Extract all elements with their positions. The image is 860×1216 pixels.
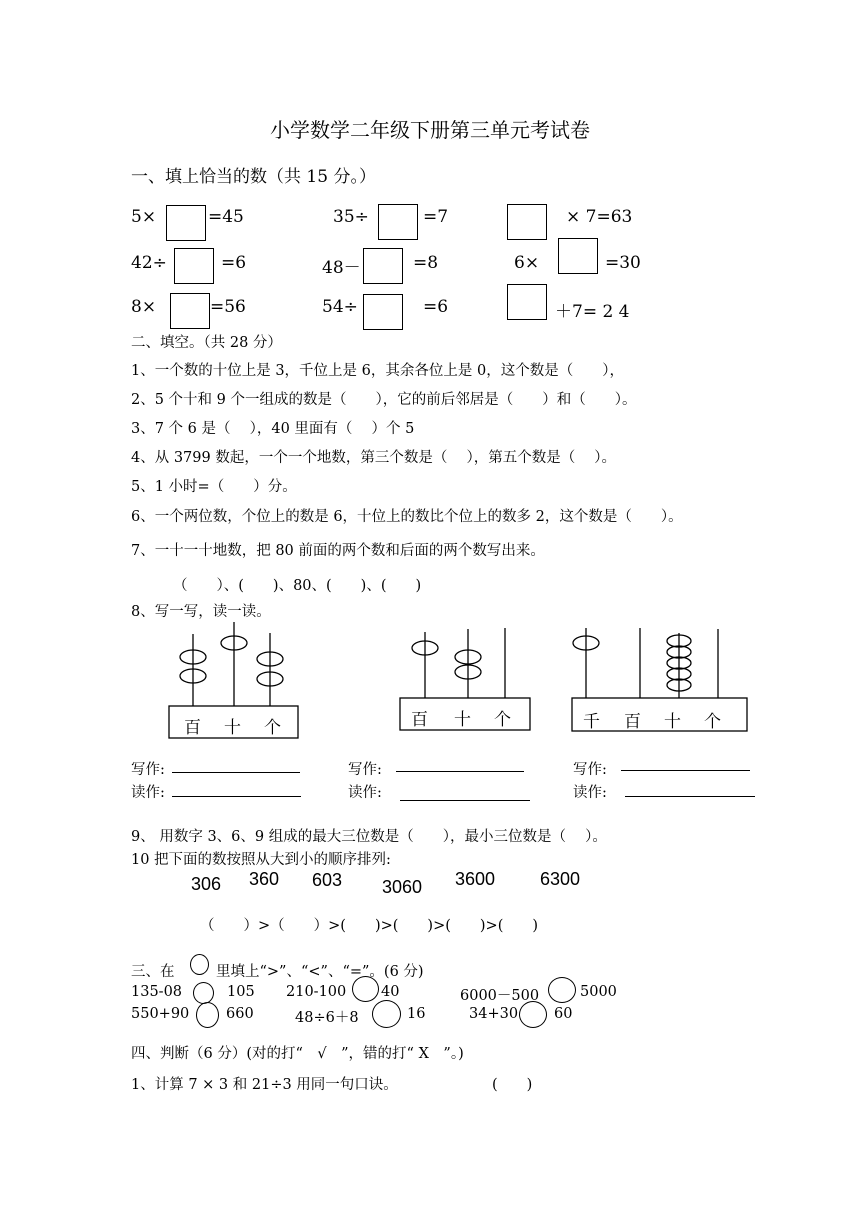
number-item: 360: [249, 869, 280, 889]
page-title: 小学数学二年级下册第三单元考试卷: [270, 118, 590, 142]
s1-r1-b-right: =7: [423, 207, 449, 227]
abacus3-label-ones: 个: [704, 712, 721, 732]
bead: [180, 669, 206, 683]
answer-box[interactable]: [174, 248, 214, 284]
question-4: 4、从 3799 数起，一个一个地数，第三个数是（ ），第五个数是（ ）。: [131, 450, 617, 466]
abacus3-label-tens: 十: [664, 712, 681, 732]
question-6: 6、一个两位数，个位上的数是 6，十位上的数比个位上的数多 2，这个数是（ ）。: [131, 509, 683, 525]
compare-left: 210-100: [286, 984, 347, 1000]
abacus1-label-hundreds: 百: [184, 718, 201, 738]
question-8: 8、写一写，读一读。: [131, 604, 271, 620]
abacus3-label-thousands: 千: [583, 712, 600, 732]
abacus2-label-tens: 十: [454, 710, 471, 730]
compare-right: 40: [381, 984, 400, 1000]
bead: [667, 679, 691, 691]
section3-heading-b: 里填上“>”、“<”、“=”。(6 分): [216, 964, 424, 980]
bead: [180, 650, 206, 664]
abacus1-label-ones: 个: [264, 718, 281, 738]
abacus2-label-hundreds: 百: [411, 710, 428, 730]
s1-r1-a-left: 5×: [131, 207, 157, 227]
compare-right: 660: [226, 1006, 254, 1022]
s1-r3-a-right: =56: [210, 297, 246, 317]
compare-left: 34+30: [469, 1006, 519, 1022]
read-answer-line[interactable]: [400, 800, 530, 801]
section3-heading-a: 三、在: [131, 964, 175, 980]
compare-left: 135-08: [131, 984, 183, 1000]
bead: [221, 636, 247, 650]
number-item: 6300: [540, 869, 581, 889]
bead: [455, 650, 481, 664]
answer-box[interactable]: [170, 293, 210, 329]
write-label: 写作:: [131, 762, 165, 778]
question-5: 5、1 小时=（ ）分。: [131, 479, 297, 495]
question-2: 2、5 个十和 9 个一组成的数是（ ），它的前后邻居是（ ）和（ ）。: [131, 392, 637, 408]
s1-r2-a-right: =6: [221, 253, 247, 273]
s1-r2-c-right: =30: [605, 253, 641, 273]
section2-heading: 二、填空。（共 28 分）: [131, 335, 282, 351]
abacus1-label-tens: 十: [224, 718, 241, 738]
answer-box[interactable]: [558, 238, 598, 274]
compare-right: 60: [554, 1006, 573, 1022]
answer-box[interactable]: [507, 284, 547, 320]
answer-box[interactable]: [378, 204, 418, 240]
question-1: 1、一个数的十位上是 3，千位上是 6，其余各位上是 0，这个数是（ ），: [131, 363, 624, 379]
s1-r1-c-right: × 7=63: [566, 207, 633, 227]
bead: [573, 636, 599, 650]
s1-r1-b-left: 35÷: [333, 207, 369, 227]
s1-r3-b-right: =6: [423, 297, 449, 317]
compare-right: 105: [227, 984, 255, 1000]
read-label: 读作:: [131, 785, 165, 801]
s1-r2-c-left: 6×: [514, 253, 540, 273]
answer-box[interactable]: [507, 204, 547, 240]
compare-left: 48÷6＋8: [295, 1010, 359, 1026]
s1-r3-b-left: 54÷: [322, 297, 358, 317]
bead: [667, 657, 691, 669]
compare-circle[interactable]: [548, 977, 576, 1003]
compare-circle[interactable]: [352, 976, 379, 1002]
s1-r2-a-left: 42÷: [131, 253, 167, 273]
number-item: 603: [312, 870, 343, 890]
answer-box[interactable]: [363, 248, 403, 284]
question-3: 3、7 个 6 是（ ），40 里面有（ ）个 5: [131, 421, 415, 437]
write-answer-line[interactable]: [621, 770, 750, 771]
write-label: 写作:: [348, 762, 382, 778]
s1-r2-b-right: =8: [413, 253, 439, 273]
compare-circle[interactable]: [196, 1002, 219, 1028]
s1-r1-a-right: =45: [208, 207, 244, 227]
s1-r3-a-left: 8×: [131, 297, 157, 317]
compare-left: 6000－500: [460, 988, 540, 1004]
order-answer-line: （ ）>（ ）>( )>( )>( )>( ): [200, 918, 539, 934]
abacus3-label-hundreds: 百: [624, 712, 641, 732]
s1-r3-c-right: ＋7= 2 4: [555, 302, 630, 322]
number-item: 3060: [382, 877, 423, 897]
s1-r2-b-left: 48－: [322, 258, 361, 278]
bead: [412, 641, 438, 655]
compare-left: 550+90: [131, 1006, 190, 1022]
write-label: 写作:: [573, 762, 607, 778]
judge-question-1: 1、计算 7 × 3 和 21÷3 用同一句口诀。: [131, 1077, 398, 1093]
section4-heading: 四、判断（6 分）(对的打“ √ ”，错的打“ X ”。): [131, 1046, 464, 1062]
bead: [667, 646, 691, 658]
read-answer-line[interactable]: [625, 796, 755, 797]
question-7: 7、一十一十地数，把 80 前面的两个数和后面的两个数写出来。: [131, 543, 545, 559]
read-answer-line[interactable]: [172, 796, 301, 797]
answer-box[interactable]: [166, 205, 206, 241]
question-10: 10 把下面的数按照从大到小的顺序排列:: [131, 852, 391, 868]
write-answer-line[interactable]: [396, 771, 524, 772]
number-item: 306: [191, 874, 222, 894]
judge-answer-paren[interactable]: ( ): [492, 1077, 533, 1093]
bead: [455, 665, 481, 679]
circle-icon: [190, 954, 209, 975]
abacus2-label-ones: 个: [494, 710, 511, 730]
bead: [257, 652, 283, 666]
compare-right: 16: [407, 1006, 426, 1022]
number-item: 3600: [455, 869, 496, 889]
read-label: 读作:: [573, 785, 607, 801]
bead: [667, 635, 691, 647]
bead: [667, 668, 691, 680]
question-9: 9、 用数字 3、6、9 组成的最大三位数是（ ），最小三位数是（ ）。: [131, 829, 607, 845]
answer-box[interactable]: [363, 294, 403, 330]
compare-circle[interactable]: [193, 982, 214, 1004]
section1-heading: 一、填上恰当的数（共 15 分。）: [131, 167, 376, 187]
bead: [257, 672, 283, 686]
compare-right: 5000: [580, 984, 617, 1000]
compare-circle[interactable]: [372, 1000, 401, 1028]
read-label: 读作:: [348, 785, 382, 801]
question-7-answer: （ ）、( )、80、( )、( ): [173, 578, 422, 594]
compare-circle[interactable]: [519, 1001, 547, 1028]
write-answer-line[interactable]: [172, 772, 300, 773]
